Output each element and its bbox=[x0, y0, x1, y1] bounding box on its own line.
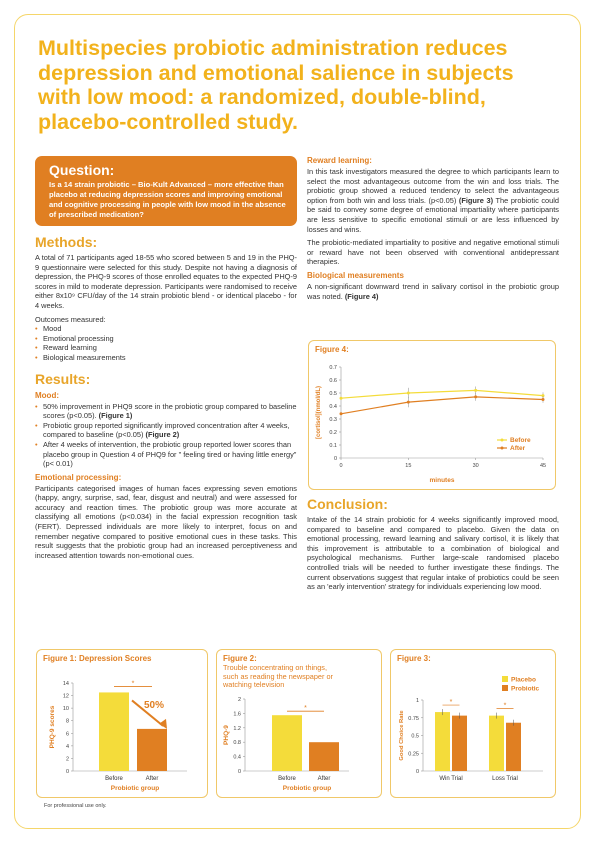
methods-heading: Methods: bbox=[35, 234, 98, 250]
fig4-y-tick-label: 0 bbox=[333, 456, 337, 462]
outcome-item: • Mood bbox=[35, 324, 297, 334]
fig4-legend-marker bbox=[501, 439, 504, 442]
outcome-item: • Reward learning bbox=[35, 343, 297, 353]
fig1-x-axis-title: Probiotic group bbox=[110, 785, 160, 792]
fig2-bar bbox=[272, 715, 302, 771]
fig1-x-tick-label: Before bbox=[105, 776, 123, 782]
fig3-x-tick-label: Win Trial bbox=[439, 776, 463, 782]
fig4-point bbox=[340, 397, 343, 400]
mood-heading: Mood: bbox=[35, 390, 59, 400]
fig1-y-tick-label: 10 bbox=[62, 706, 69, 713]
fig4-x-tick-label: 15 bbox=[405, 463, 412, 469]
outcome-item: • Emotional processing bbox=[35, 334, 297, 344]
footer-note: For professional use only. bbox=[44, 803, 107, 809]
fig2-x-tick-label: After bbox=[317, 776, 331, 782]
fig1-bar bbox=[137, 729, 167, 771]
fig2-bar bbox=[309, 742, 339, 771]
figure-4-title: Figure 4: bbox=[315, 345, 349, 354]
figure-3-box bbox=[390, 649, 556, 798]
fig1-y-tick-label: 0 bbox=[65, 769, 69, 775]
fig1-x-tick-label: After bbox=[145, 776, 159, 782]
fig2-significance-star: * bbox=[304, 705, 307, 713]
conclusion-section bbox=[307, 496, 559, 596]
fig4-point bbox=[542, 398, 545, 401]
fig3-bar bbox=[435, 712, 450, 771]
fig1-y-tick-label: 12 bbox=[62, 693, 69, 700]
fig1-y-tick-label: 14 bbox=[62, 681, 69, 687]
bio-text bbox=[307, 282, 559, 301]
right-column bbox=[307, 156, 559, 305]
mood-list bbox=[35, 402, 297, 469]
fig3-legend-swatch bbox=[502, 676, 508, 682]
mood-item-text: Probiotic group reported significantly improved concentration after 4 weeks, compared to baseline (p<0.05) bbox=[43, 420, 290, 440]
fig2-y-tick-label: 1.6 bbox=[233, 711, 241, 718]
fig3-y-tick-label: 0 bbox=[415, 769, 419, 775]
fig4-x-tick-label: 30 bbox=[472, 463, 479, 469]
fig4-legend-label: Before bbox=[510, 437, 531, 444]
figure-2-caption: Trouble concentrating on things, such as reading the newspaper or watching television bbox=[223, 663, 333, 690]
figure-3-chart bbox=[391, 650, 555, 797]
fig3-legend-swatch bbox=[502, 685, 508, 691]
fig2-y-tick-label: 0.4 bbox=[233, 754, 241, 761]
fig1-significance-star: * bbox=[131, 680, 135, 688]
fig3-significance-star: * bbox=[503, 702, 507, 710]
mood-item bbox=[35, 421, 297, 440]
mood-item-text: 50% improvement in PHQ9 score in the probiotic group compared to baseline scores (p<0.05). bbox=[43, 401, 297, 421]
fig4-series-line bbox=[341, 397, 543, 414]
figure-1-title: Figure 1: Depression Scores bbox=[43, 654, 152, 663]
emotional-heading: Emotional processing: bbox=[35, 472, 122, 482]
figure-ref: (Figure 1) bbox=[98, 411, 133, 421]
fig3-bar bbox=[452, 716, 467, 771]
figure-2-box bbox=[216, 649, 382, 798]
conclusion-heading: Conclusion: bbox=[307, 496, 388, 512]
question-heading: Question: bbox=[49, 162, 115, 178]
fig4-y-tick-label: 0.2 bbox=[329, 430, 337, 436]
fig1-y-axis-title: PHQ-9 scores bbox=[49, 705, 56, 749]
methods-text: A total of 71 participants aged 18-55 who scored between 5 and 19 in the PHQ-9 questionnaire were selected for this study. Despite not having a diagnosis of depression, the PHQ-9 scores of those enrolled equates to the expected PHQ-9 scores in mild to moderate depression. Participants were randomised to receive either 8x10⁹ CFU/day of the 14 strain probiotic blend - or identical placebo - for 4 weeks. bbox=[35, 253, 297, 310]
fig2-y-axis-title: PHQ-9 bbox=[223, 725, 230, 745]
reward-heading: Reward learning: bbox=[307, 156, 372, 165]
fig3-y-tick-label: 0.25 bbox=[408, 751, 419, 758]
fig4-legend-marker bbox=[501, 447, 504, 450]
fig2-y-tick-label: 0.8 bbox=[233, 740, 241, 747]
fig4-legend-label: After bbox=[510, 445, 526, 452]
figure-ref: (Figure 3) bbox=[458, 195, 494, 205]
fig4-y-tick-label: 0.5 bbox=[329, 391, 337, 397]
fig4-x-axis-title: minutes bbox=[429, 477, 455, 484]
conclusion-text: Intake of the 14 strain probiotic for 4 weeks significantly improved mood, compared to baseline and compared to placebo. Given the data on emotional processing, reward learning and salivary cortisol, it is likely that this improvement is attributable to a combination of biological and psychological mechanisms. Further large-scale randomised placebo controlled trials will be needed to further investigate these findings. The current observations suggest that regular intake of probiotics could be seen as an 'early intervention' strategy for individuals experiencing low mood. bbox=[307, 515, 559, 592]
results-heading: Results: bbox=[35, 370, 91, 387]
figure-2-chart bbox=[217, 650, 381, 797]
figure-ref: (Figure 4) bbox=[344, 291, 379, 301]
fig3-bar bbox=[489, 716, 504, 771]
fig3-legend-label: Placebo bbox=[511, 676, 536, 684]
figure-4-box bbox=[308, 340, 556, 490]
reward-text-cont: The probiotic could be said to convey some degree of emotional impartiality where participants are less sensitive to specific emotional stimuli or are less influenced by losses and wins. bbox=[307, 195, 560, 234]
fig4-y-tick-label: 0.6 bbox=[329, 378, 337, 384]
fig1-percent-label: 50% bbox=[144, 700, 165, 711]
bio-heading: Biological measurements bbox=[307, 270, 404, 280]
outcomes-list bbox=[35, 324, 297, 362]
fig4-point bbox=[474, 395, 477, 398]
fig2-x-axis-title: Probiotic group bbox=[282, 785, 332, 792]
fig4-point bbox=[474, 389, 477, 392]
fig3-bar bbox=[506, 723, 521, 771]
figure-1-box bbox=[36, 649, 208, 798]
emotional-text: Participants categorised images of human faces expressing seven emotions (happy, angry, surprise, sad, fear, disgust and neutral) and were assessed for accuracy and reaction times. The probiotic group was more accurate at classifying all emotions (p<0.034) in the facial expression recognition task (FERT). Depressed individuals are more likely to interpret, focus on and remember negative compared to positive emotional cues in these tasks. This result suggests that the probiotic group had an increased perceptiveness and increased attention towards non-emotional cues. bbox=[35, 483, 297, 560]
fig4-y-tick-label: 0.4 bbox=[329, 404, 337, 410]
fig3-significance-star: * bbox=[449, 699, 453, 707]
fig3-y-tick-label: 0.75 bbox=[408, 715, 419, 722]
left-column bbox=[35, 156, 297, 564]
fig1-bar bbox=[99, 692, 129, 771]
fig4-point bbox=[407, 392, 410, 395]
bio-text-body: A non-significant downward trend in salivary cortisol in the probiotic group was noted. bbox=[307, 281, 559, 301]
reward-text bbox=[307, 167, 559, 234]
fig1-y-tick-label: 8 bbox=[65, 718, 69, 725]
reward-text-body: In this task investigators measured the degree to which participants learn to select the most advantageous outcome from the win and loss trials. The probiotic group showed a reduced tendency to select the advantageous option from both win and loss trials. (p<0.05) bbox=[307, 167, 559, 205]
fig1-y-tick-label: 4 bbox=[65, 743, 69, 750]
fig3-y-tick-label: 0.5 bbox=[411, 733, 419, 740]
fig2-y-tick-label: 0 bbox=[237, 769, 241, 775]
figure-1-chart bbox=[37, 650, 207, 797]
mood-item-text: After 4 weeks of intervention, the probiotic group reported lower scores than placebo group in Question 4 of PHQ9 for " feeling tired or having little energy" (p< 0.01) bbox=[43, 439, 297, 469]
fig4-point bbox=[340, 412, 343, 415]
fig2-y-tick-label: 1.2 bbox=[233, 725, 241, 732]
question-text: Is a 14 strain probiotic – Bio-Kult Advanced – more effective than placebo at reducing depression scores and improving emotional and cognitive processing in people with low mood in the absence of prescribed medication? bbox=[49, 180, 286, 219]
outcome-item: • Biological measurements bbox=[35, 353, 297, 363]
mood-item bbox=[35, 440, 297, 469]
figure-3-title: Figure 3: bbox=[397, 654, 431, 663]
fig4-series-line bbox=[341, 390, 543, 398]
mood-item bbox=[35, 402, 297, 421]
fig2-y-tick-label: 2 bbox=[237, 697, 241, 703]
fig1-y-tick-label: 6 bbox=[65, 731, 69, 738]
fig2-x-tick-label: Before bbox=[278, 776, 296, 782]
poster-title: Multispecies probiotic administration reduces depression and emotional salience in subjects with low mood: a randomized, double-blind, placebo-controlled study. bbox=[38, 36, 514, 134]
question-box bbox=[35, 156, 297, 226]
fig4-x-tick-label: 0 bbox=[339, 463, 343, 469]
outcomes-label: Outcomes measured: bbox=[35, 314, 106, 324]
fig4-y-tick-label: 0.1 bbox=[329, 443, 337, 449]
reward-text-2: The probiotic-mediated impartiality to positive and negative emotional stimuli or reward have not been observed with conventional antidepressant therapies. bbox=[307, 238, 559, 267]
fig4-x-tick-label: 45 bbox=[539, 463, 547, 469]
fig3-y-tick-label: 1 bbox=[415, 698, 419, 704]
fig4-point bbox=[407, 401, 410, 404]
fig4-y-axis-title: [cortisol](nmol/dL) bbox=[316, 386, 322, 439]
fig3-legend-label: Probiotic bbox=[511, 685, 540, 693]
figure-ref: (Figure 2) bbox=[145, 430, 180, 440]
fig1-y-tick-label: 2 bbox=[65, 756, 69, 763]
fig4-y-tick-label: 0.3 bbox=[329, 417, 337, 423]
figure-4-chart bbox=[309, 341, 555, 489]
fig1-arrow-head bbox=[159, 719, 167, 729]
fig4-y-tick-label: 0.7 bbox=[329, 365, 337, 371]
figure-2-title: Figure 2: bbox=[223, 654, 257, 663]
fig3-x-tick-label: Loss Trial bbox=[492, 776, 518, 782]
fig3-y-axis-title: Good Choice Rate bbox=[399, 710, 405, 761]
